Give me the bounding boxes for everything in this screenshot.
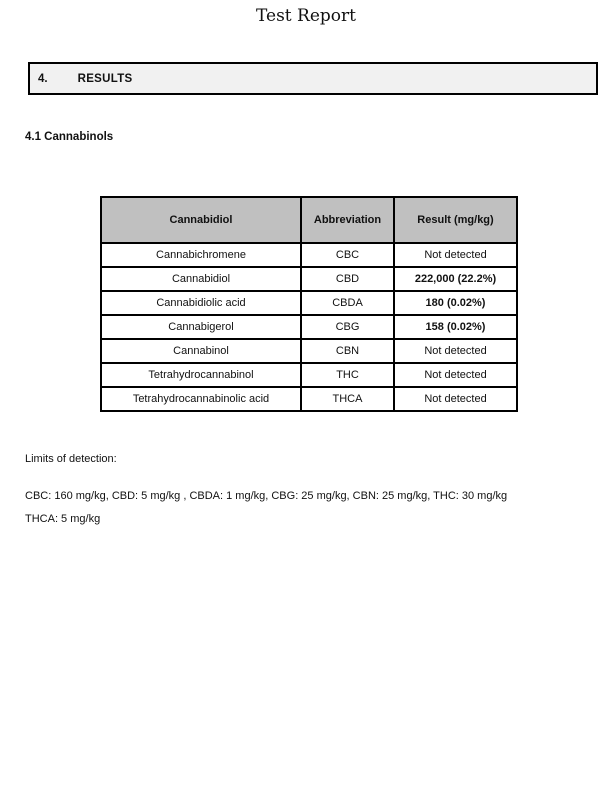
result-cell: 222,000 (22.2%) [394,267,517,291]
result-cell: Not detected [394,363,517,387]
header-result: Result (mg/kg) [394,197,517,243]
table-row [101,267,517,291]
table-row [101,315,517,339]
abbreviation-cell: CBG [301,315,394,339]
compound-name-cell: Cannabigerol [101,315,301,339]
abbreviation-cell: CBC [301,243,394,267]
result-cell: 180 (0.02%) [394,291,517,315]
abbreviation-cell: THC [301,363,394,387]
result-cell: Not detected [394,243,517,267]
table-row [101,387,517,411]
document-title: Test Report [256,6,356,26]
compound-name-cell: Cannabidiolic acid [101,291,301,315]
section-label: RESULTS [77,72,133,85]
table-row [101,243,517,267]
section-number: 4. [38,72,48,85]
abbreviation-cell: THCA [301,387,394,411]
header-abbreviation: Abbreviation [301,197,394,243]
result-cell: 158 (0.02%) [394,315,517,339]
table-row [101,363,517,387]
compound-name-cell: Cannabinol [101,339,301,363]
abbreviation-cell: CBD [301,267,394,291]
abbreviation-cell: CBN [301,339,394,363]
limits-of-detection-values-continued: THCA: 5 mg/kg [25,513,101,525]
limits-of-detection-label: Limits of detection: [25,453,117,465]
compound-name-cell: Tetrahydrocannabinolic acid [101,387,301,411]
cannabinoids-table [100,196,518,412]
table-row [101,291,517,315]
result-cell: Not detected [394,387,517,411]
compound-name-cell: Cannabidiol [101,267,301,291]
table-row [101,339,517,363]
table-header-row [101,197,517,243]
result-cell: Not detected [394,339,517,363]
compound-name-cell: Cannabichromene [101,243,301,267]
subsection-heading: 4.1 Cannabinols [25,131,114,143]
header-cannabidiol: Cannabidiol [101,197,301,243]
section-header-results [28,62,598,95]
compound-name-cell: Tetrahydrocannabinol [101,363,301,387]
abbreviation-cell: CBDA [301,291,394,315]
limits-of-detection-values: CBC: 160 mg/kg, CBD: 5 mg/kg , CBDA: 1 mg/kg, CBG: 25 mg/kg, CBN: 25 mg/kg, THC: 30 mg/kg [25,490,508,502]
